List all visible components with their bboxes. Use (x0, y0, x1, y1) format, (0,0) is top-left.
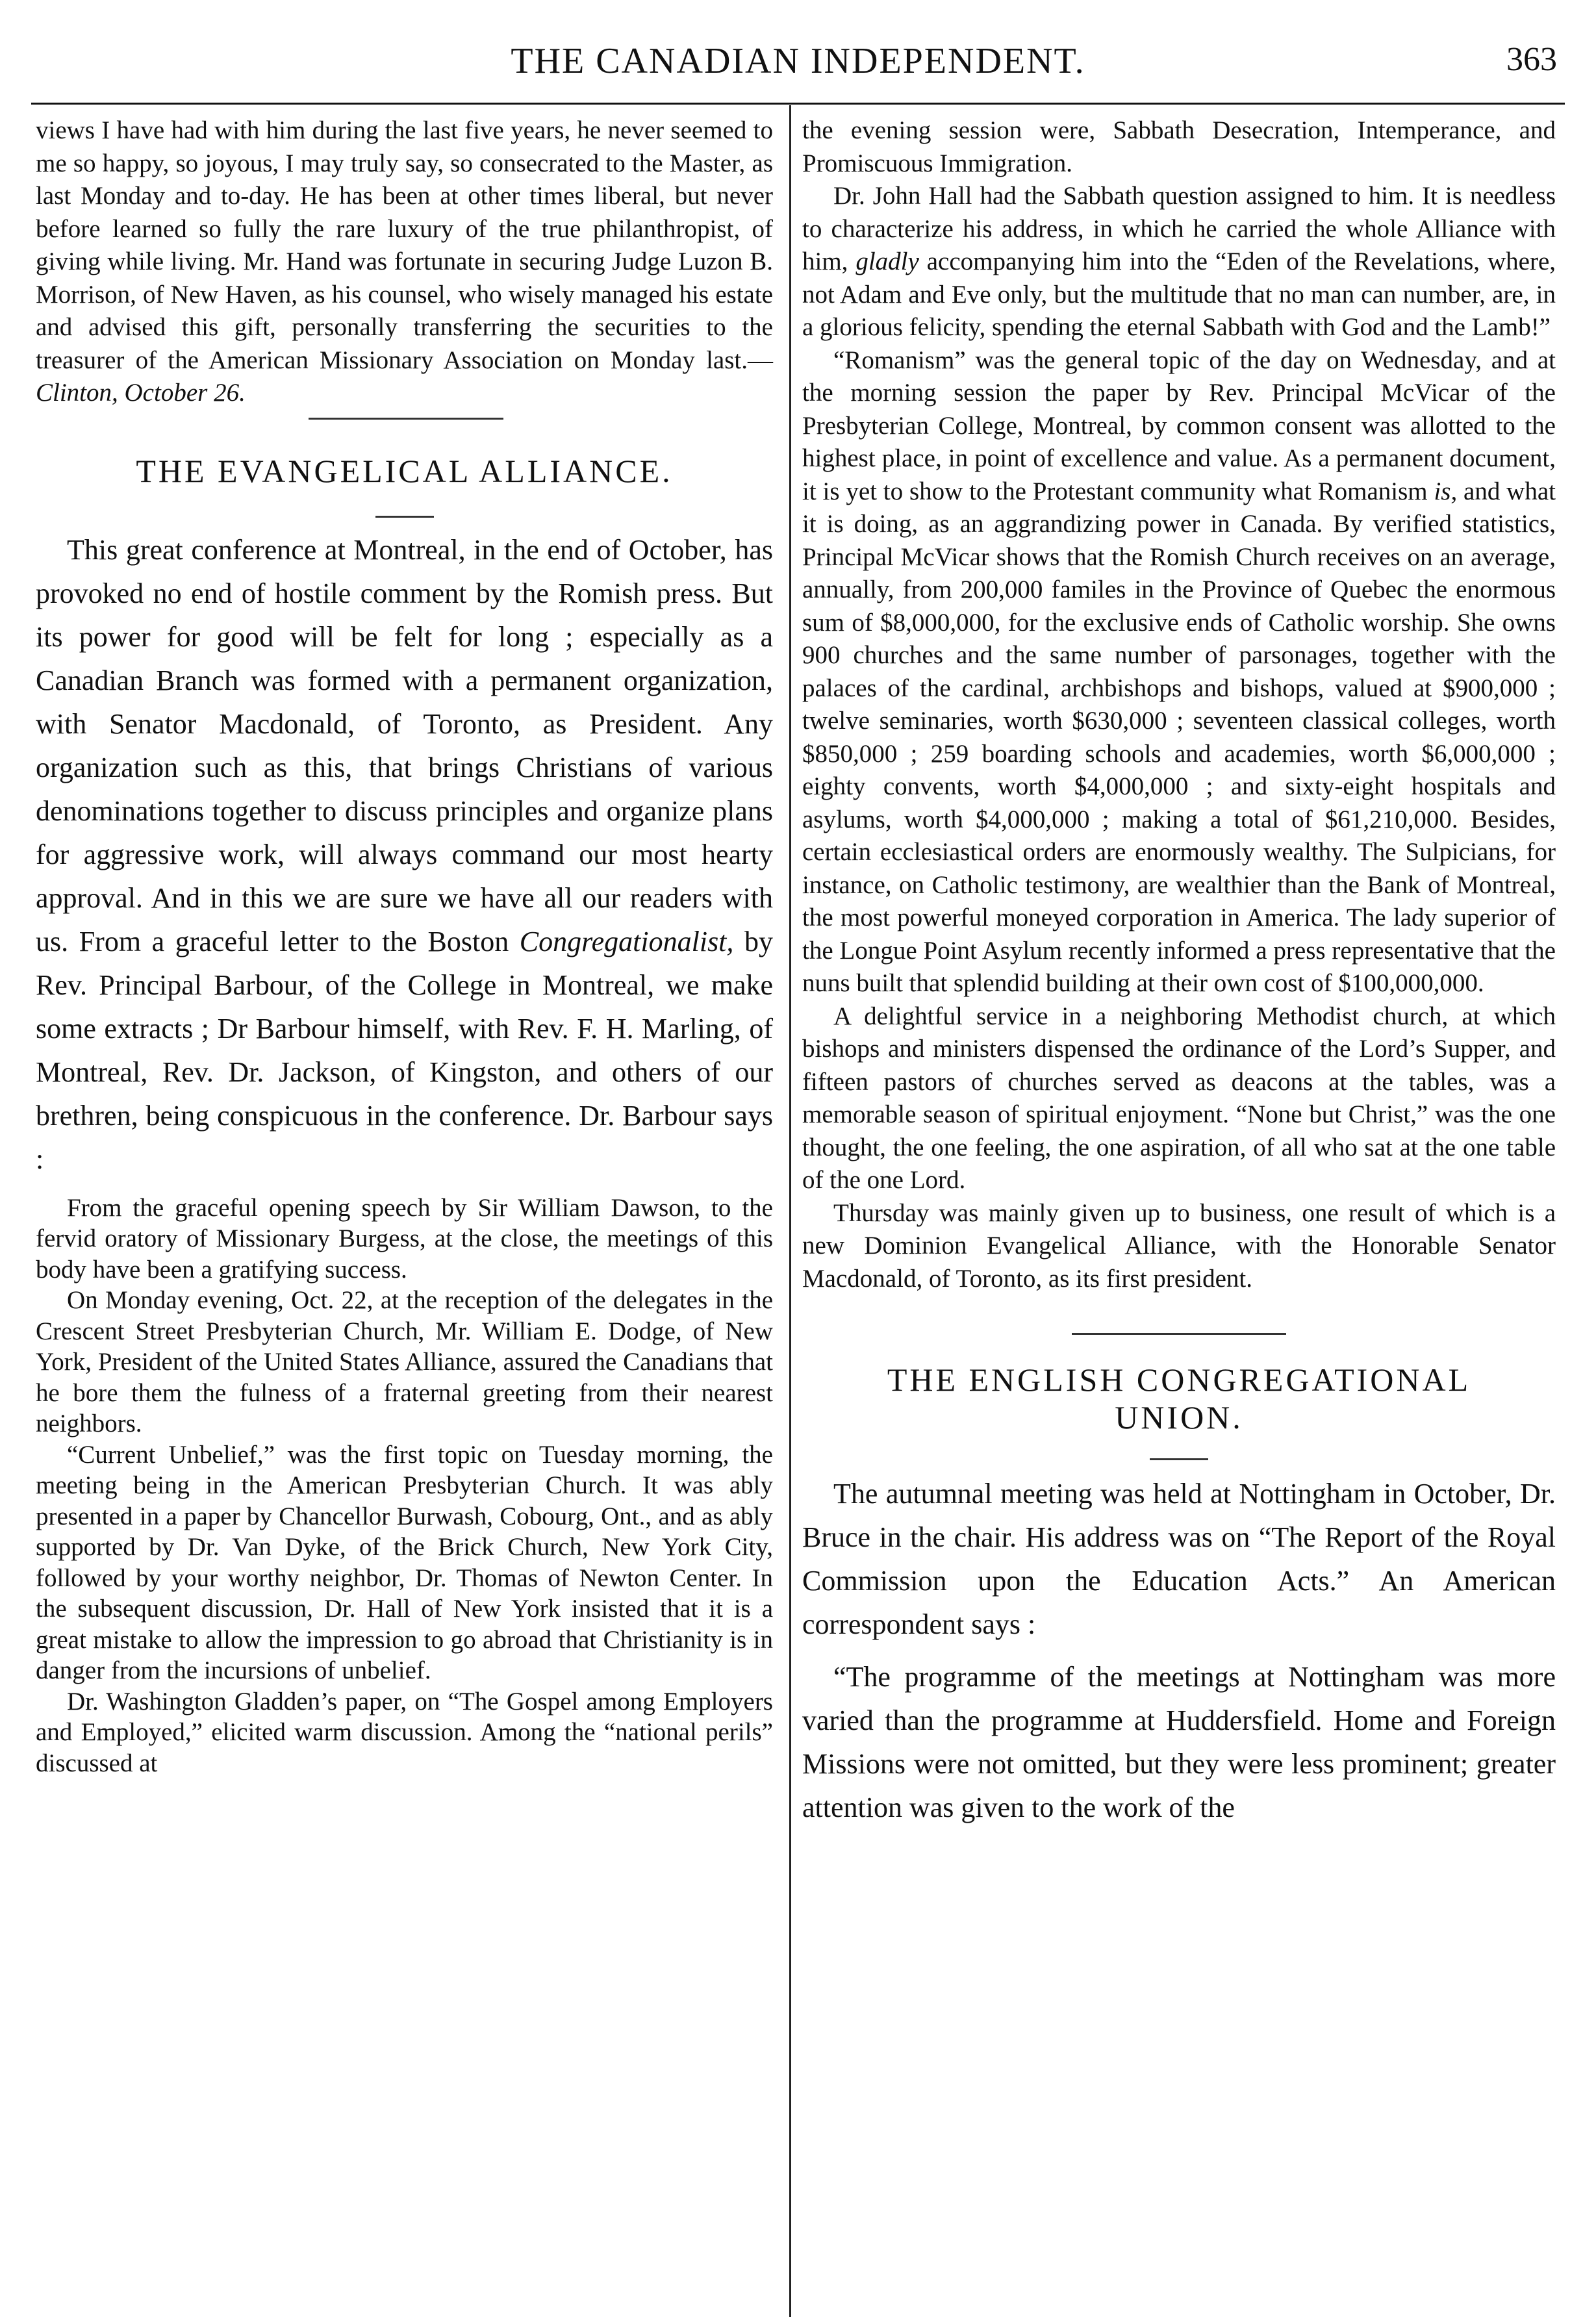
intro-text-2: by Rev. Principal Barbour, of the College in Montreal, we make some extracts ; Dr Barbour himself, with Rev. F. H. Marling, of Montreal, Rev. Dr. Jackson, of Kingston, and others of our brethren, being conspicuous in the conference. Dr. Barbour says : (36, 925, 773, 1175)
quote-paragraph (802, 344, 1556, 1000)
quote-start-paragraph: “The programme of the meetings at Nottingham was more varied than the programme at Huddersfield. Home and Foreign Missions were not omitted, but they were less prominent; greater attention was given to the work of the (802, 1661, 1556, 1823)
heading-underline (375, 516, 434, 518)
left-column (36, 114, 773, 1779)
quote-paragraph: Dr. Washington Gladden’s paper, on “The Gospel among Employers and Employed,” elicited warm discussion. Among the “national perils” discussed at (36, 1687, 773, 1777)
continued-paragraph-source: Clinton, October 26. (36, 379, 246, 407)
quote-paragraph: “Current Unbelief,” was the first topic on Tuesday morning, the meeting being in the American Presbyterian Church. It was ably presented in a paper by Chancellor Burwash, Cobourg, Ont., and as ably supported by Dr. Van Dyke, of the Brick Church, New York City, followed by your worthy neighbor, Dr. Thomas of Newton Center. In the subsequent discussion, Dr. Hall of New York insisted that it is a great mistake to allow the impression to go abroad that Christianity is in danger from the incursions of unbelief. (36, 1440, 773, 1684)
heading-line: UNION. (1115, 1399, 1243, 1436)
right-column (802, 114, 1556, 1829)
running-title: THE CANADIAN INDEPENDENT. (511, 41, 1085, 81)
quote-text: Dr. John Hall had the Sabbath question assigned to him. It is needless to characterize his address, in which he carried the whole Alliance with him, (802, 182, 1556, 275)
heading-line: THE ENGLISH CONGREGATIONAL (887, 1361, 1471, 1398)
quote-text: “Romanism” was the general topic of the day on Wednesday, and at the morning session the paper by Rev. Principal McVicar of the Presbyterian College, Montreal, by common consent was allotted to the highest place, in point of excellence and value. As a permanent document, it is yet to show to the Protestant community what Romanism (802, 346, 1556, 505)
continued-paragraph (36, 114, 773, 410)
page-number: 363 (1506, 41, 1557, 78)
page-header (31, 40, 1565, 99)
quote-text-em: gladly (855, 247, 919, 275)
quote-paragraph: A delightful service in a neighboring Methodist church, at which bishops and ministers dispensed the ordinance of the Lord’s Supper, and fifteen pastors of churches served as deacons at the tables, was a memorable season of spiritual enjoyment. “None but Christ,” was the one thought, the one feeling, the one aspiration, of all who sat at the one table of the one Lord. (802, 1002, 1556, 1194)
quote-text: accompanying him into the “Eden of the Revelations, where, not Adam and Eve only, but the multitude that no man can number, are, in a glorious felicity, spending the eternal Sabbath with God and the Lamb!” (802, 247, 1556, 341)
quote-paragraph: Thursday was mainly given up to business, one result of which is a new Dominion Evangelical Alliance, with the Honorable Senator Macdonald, of Toronto, as its first president. (802, 1198, 1556, 1293)
continued-paragraph-text: views I have had with him during the last five years, he never seemed to me so happy, so joyous, I may truly say, so consecrated to the Master, as last Monday and to-day. He has been at other times liberal, but never before learned so fully the rare luxury of the true philanthropist, of giving while living. Mr. Hand was fortunate in securing Judge Luzon B. Morrison, of New Haven, as his counsel, who wisely managed his estate and advised this gift, personally transferring the securities to the treasurer of the American Missionary Association on Monday last.— (36, 116, 773, 374)
header-rule (31, 103, 1565, 105)
quote-paragraph (802, 180, 1556, 344)
heading-underline (1150, 1458, 1208, 1460)
quote-text-em: is, (1434, 477, 1458, 505)
body-paragraph: The autumnal meeting was held at Nottingham in October, Dr. Bruce in the chair. His address was on “The Report of the Royal Commission upon the Education Acts.” An American correspondent says : (802, 1478, 1556, 1640)
intro-text-1: This great conference at Montreal, in the end of October, has provoked no end of hostile comment by the Romish press. But its power for good will be felt for long ; especially as a Canadian Branch was formed with a permanent organization, with Senator Macdonald, of Toronto, as President. Any organization such as this, that brings Christians of various denominations together to discuss principles and organize plans for aggressive work, will always command our most hearty approval. And in this we are sure we have all our readers with us. From a graceful letter to the Boston (36, 533, 773, 957)
section-rule (1072, 1333, 1286, 1335)
quote-paragraph: the evening session were, Sabbath Desecration, Intemperance, and Promiscuous Immigration. (802, 116, 1556, 177)
quote-text: and what it is doing, as an aggrandizing power in Canada. By verified statistics, Principal McVicar shows that the Romish Church receives on an average, annually, from 200,000 familes in the Province of Quebec the enormous sum of $8,000,000, for the exclusive ends of Catholic worship. She owns 900 churches and the same number of parsonages, together with the palaces of the cardinal, archbishops and bishops, valued at $900,000 ; twelve seminaries, worth $630,000 ; seventeen classical colleges, worth $850,000 ; 259 boarding schools and academies, worth $6,000,000 ; eighty convents, worth $4,000,000 ; and sixty-eight hospitals and asylums, worth $4,000,000 ; making a total of $61,210,000. Besides, certain ecclesiastical orders are enormously wealthy. The Sulpicians, for instance, on Catholic testimony, are wealthier than the Bank of Montreal, the most powerful moneyed corporation in America. The lady superior of the Longue Point Asylum recently informed a press representative that the nuns built that splendid building at their own cost of $100,000,000. (802, 477, 1556, 997)
section-heading-english-congregational-union (802, 1361, 1556, 1436)
column-divider (789, 105, 791, 2317)
intro-text-em: Congregationalist, (519, 925, 734, 957)
intro-paragraph (36, 528, 773, 1181)
section-rule (309, 418, 503, 420)
quoted-letter (36, 1193, 773, 1779)
quote-paragraph: From the graceful opening speech by Sir William Dawson, to the fervid oratory of Missionary Burgess, at the close, the meetings of this body have been a gratifying success. (36, 1193, 773, 1284)
quote-paragraph: On Monday evening, Oct. 22, at the reception of the delegates in the Crescent Street Presbyterian Church, Mr. William E. Dodge, of New York, President of the United States Alliance, assured the Canadians that he bore them the fulness of a fraternal greeting from their nearest neighbors. (36, 1286, 773, 1437)
section-heading-evangelical-alliance: THE EVANGELICAL ALLIANCE. (136, 452, 673, 489)
